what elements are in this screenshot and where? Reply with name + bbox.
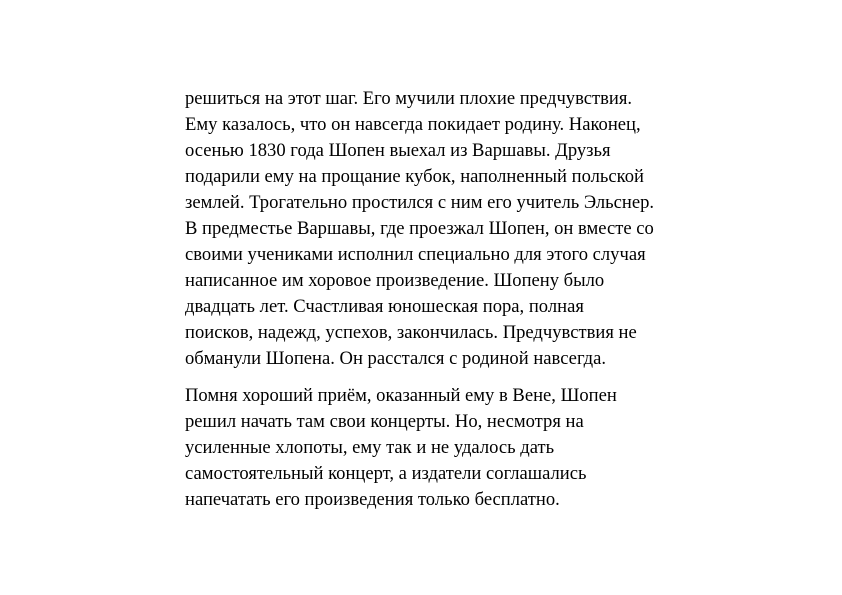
text-line: усиленные хлопоты, ему так и не удалось дать: [185, 437, 555, 458]
text-line: В предместье Варшавы, где проезжал Шопен, он вместе со: [185, 218, 654, 239]
paragraph-2: [185, 383, 760, 513]
text-line: обманули Шопена. Он расстался с родиной навсегда.: [185, 348, 607, 369]
text-line: решил начать там свои концерты. Но, несмотря на: [185, 411, 584, 432]
text-line: своими учениками исполнил специально для этого случая: [185, 244, 646, 265]
text-line: поисков, надежд, успехов, закончилась. Предчувствия не: [185, 322, 637, 343]
text-line: Помня хороший приём, оказанный ему в Вене, Шопен: [185, 385, 617, 406]
text-line: подарили ему на прощание кубок, наполненный польской: [185, 166, 644, 187]
body-text: [185, 86, 760, 513]
text-line: напечатать его произведения только бесплатно.: [185, 489, 560, 510]
text-line: самостоятельный концерт, а издатели соглашались: [185, 463, 587, 484]
paragraph-1: [185, 86, 760, 372]
text-line: осенью 1830 года Шопен выехал из Варшавы. Друзья: [185, 140, 611, 161]
text-line: землей. Трогательно простился с ним его учитель Эльснер.: [185, 192, 655, 213]
text-line: Ему казалось, что он навсегда покидает родину. Наконец,: [185, 114, 641, 135]
text-line: решиться на этот шаг. Его мучили плохие предчувствия.: [185, 88, 633, 109]
text-line: написанное им хоровое произведение. Шопену было: [185, 270, 605, 291]
text-line: двадцать лет. Счастливая юношеская пора, полная: [185, 296, 584, 317]
